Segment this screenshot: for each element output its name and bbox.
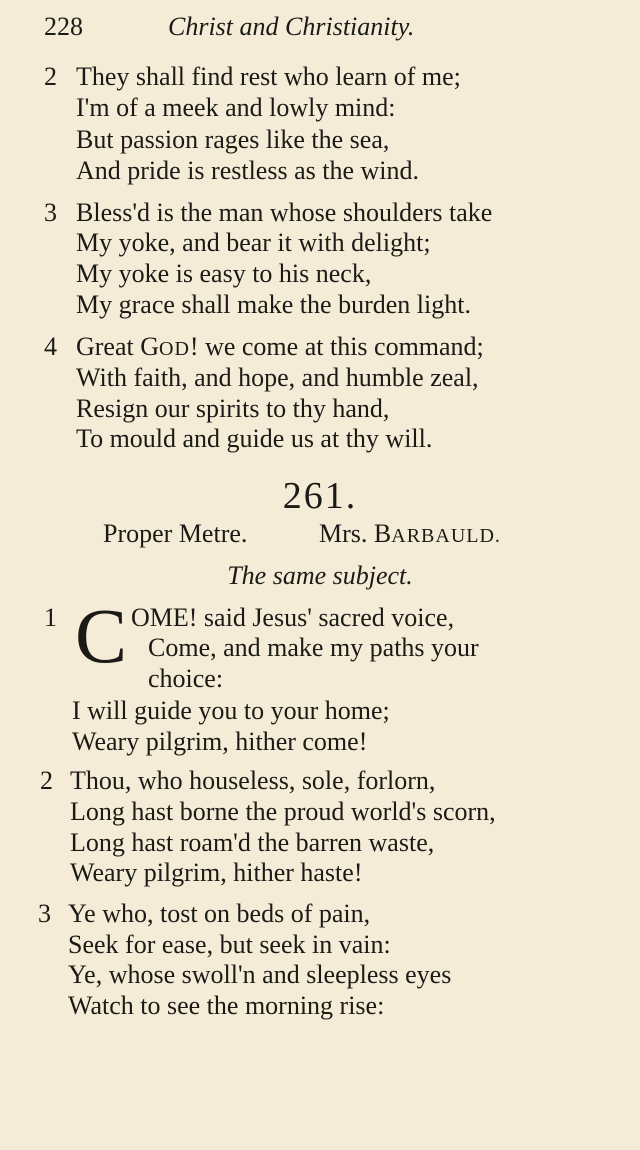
- verse-line: Watch to see the morning rise:: [68, 991, 385, 1020]
- stanza-number: 4: [44, 332, 57, 361]
- stanza-number: 2: [40, 766, 53, 795]
- hymn-number: 261.: [282, 475, 358, 517]
- hymn-author: [319, 519, 501, 551]
- verse-text: ! we come at this command;: [189, 332, 484, 361]
- verse-line: I will guide you to your home;: [72, 696, 390, 725]
- verse-line: choice:: [148, 664, 224, 693]
- verse-line: Ye who, tost on beds of pain,: [68, 899, 371, 928]
- stanza-number: 1: [44, 603, 57, 632]
- verse-line: My yoke, and bear it with delight;: [76, 228, 431, 257]
- page-header: [44, 12, 600, 44]
- verse-line: Come, and make my paths your: [148, 633, 479, 662]
- running-title: Christ and Christianity.: [168, 12, 415, 41]
- verse-text: Great: [76, 332, 141, 361]
- hymn-metre: Proper Metre.: [103, 519, 248, 548]
- author-text: Mrs. B: [319, 519, 392, 548]
- verse-line: Thou, who houseless, sole, forlorn,: [70, 766, 436, 795]
- verse-line: To mould and guide us at thy will.: [76, 424, 433, 453]
- verse-line: Bless'd is the man whose shoulders take: [76, 198, 493, 227]
- verse-line: Resign our spirits to thy hand,: [76, 394, 390, 423]
- drop-cap: C: [75, 592, 128, 679]
- verse-line: But passion rages like the sea,: [76, 125, 390, 154]
- verse-line: OME! said Jesus' sacred voice,: [131, 603, 455, 632]
- verse-line: They shall find rest who learn of me;: [76, 62, 461, 91]
- verse-line: My yoke is easy to his neck,: [76, 259, 372, 288]
- verse-line: [76, 332, 484, 364]
- stanza-number: 3: [44, 198, 57, 227]
- verse-line: Weary pilgrim, hither come!: [72, 727, 368, 756]
- verse-line: Long hast borne the proud world's scorn,: [70, 797, 496, 826]
- verse-line: With faith, and hope, and humble zeal,: [76, 363, 479, 392]
- verse-text-small-caps: OD: [159, 338, 190, 360]
- hymn-subject: The same subject.: [227, 561, 413, 590]
- page-number: 228: [44, 12, 83, 41]
- verse-line: My grace shall make the burden light.: [76, 290, 471, 319]
- stanza-number: 2: [44, 62, 57, 91]
- stanza-number: 3: [38, 899, 51, 928]
- verse-line: Long hast roam'd the barren waste,: [70, 828, 435, 857]
- verse-line: Ye, whose swoll'n and sleepless eyes: [68, 960, 452, 989]
- verse-line: Weary pilgrim, hither haste!: [70, 858, 363, 887]
- verse-line: Seek for ease, but seek in vain:: [68, 930, 391, 959]
- verse-line: I'm of a meek and lowly mind:: [76, 93, 396, 122]
- author-text-small-caps: ARBAULD.: [391, 525, 501, 547]
- verse-line: And pride is restless as the wind.: [76, 156, 420, 185]
- verse-text: G: [140, 332, 160, 361]
